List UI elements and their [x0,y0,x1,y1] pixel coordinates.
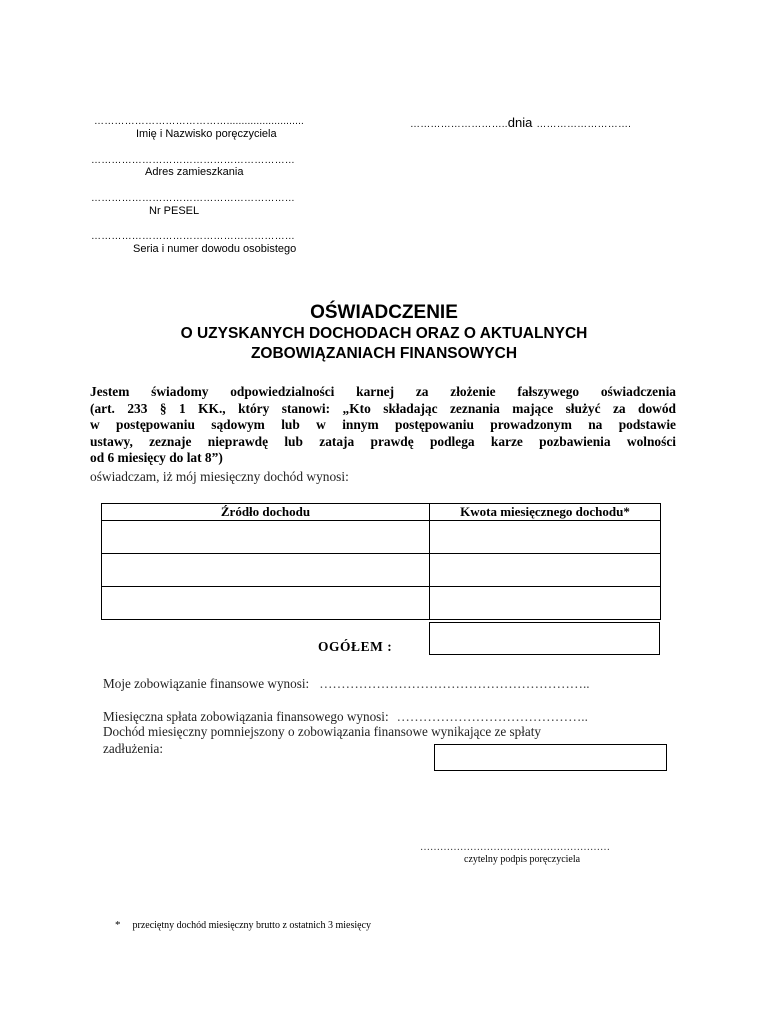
footnote-marker: * [115,919,121,931]
net-income-label-line1: Dochód miesięczny pomniejszony o zobowiązania finansowe wynikające ze spłaty [103,724,541,739]
income-amount-cell[interactable] [430,554,661,587]
date-suffix-dots: ………………………. [536,119,632,130]
date-label: dnia [507,115,533,130]
income-amount-cell[interactable] [430,587,661,620]
legal-statement [90,384,676,467]
income-source-cell[interactable] [102,587,430,620]
footnote-text: przeciętny dochód miesięczny brutto z ostatnich 3 miesięcy [132,920,372,931]
document-subtitle-line2: ZOBOWIĄZANIACH FINANSOWYCH [250,345,518,362]
pesel-field[interactable]: …………………………………………………… [91,193,295,204]
col-header-amount: Kwota miesięcznego dochodu* [430,504,661,521]
address-field[interactable]: …………………………………………………… [91,155,295,166]
income-source-cell[interactable] [102,521,430,554]
address-caption: Adres zamieszkania [145,166,244,178]
table-row [102,521,661,554]
id-caption: Seria i numer dowodu osobistego [133,243,297,255]
income-source-cell[interactable] [102,554,430,587]
signature-field[interactable]: ………………………………………………… [420,842,610,853]
statement-line: ustawy, zeznaje nieprawdę lub zataja prawdę podlega karze pozbawienia wolności [90,433,676,449]
income-table-header [102,504,661,521]
income-amount-cell[interactable] [430,521,661,554]
col-header-source: Źródło dochodu [102,504,430,521]
statement-line: od 6 miesięcy do lat 8”) [90,450,223,465]
net-income-label-line2: zadłużenia: [103,741,164,756]
obligation-label: Moje zobowiązanie finansowe wynosi: [103,676,310,691]
footnote [115,915,371,933]
table-row [102,554,661,587]
document-subtitle-line1: O UZYSKANYCH DOCHODACH ORAZ O AKTUALNYCH [180,325,588,342]
statement-line: Jestem świadomy odpowiedzialności karnej za złożenie fałszywego oświadczenia [90,384,676,399]
table-row [102,587,661,620]
repayment-field[interactable]: …………………………………….. [396,709,588,724]
id-field[interactable]: …………………………………………………… [91,231,295,242]
signature-caption: czytelny podpis poręczyciela [464,854,581,865]
repayment-label: Miesięczna spłata zobowiązania finansowego wynosi: [103,709,389,724]
name-field[interactable]: ………………………………….......................... [94,116,305,127]
total-label: OGÓŁEM : [318,639,393,654]
total-amount-box[interactable] [429,622,660,655]
net-income-box[interactable] [434,744,667,771]
date-field[interactable] [410,114,631,132]
obligation-field[interactable]: …………………………………………………….. [319,676,590,691]
pesel-caption: Nr PESEL [149,205,200,217]
obligation-row [103,675,590,693]
date-prefix-dots: ……………………….. [410,119,508,130]
income-table [101,503,661,620]
document-title: OŚWIADCZENIE [310,302,458,323]
income-declaration: oświadczam, iż mój miesięczny dochód wynosi: [90,469,349,484]
statement-line: w postępowaniu sądowym lub w innym postępowaniu prowadzonym na podstawie [90,417,676,432]
name-caption: Imię i Nazwisko poręczyciela [136,128,277,140]
statement-line: (art. 233 § 1 KK., który stanowi: „Kto składając zeznania mające służyć za dowód [90,400,676,416]
